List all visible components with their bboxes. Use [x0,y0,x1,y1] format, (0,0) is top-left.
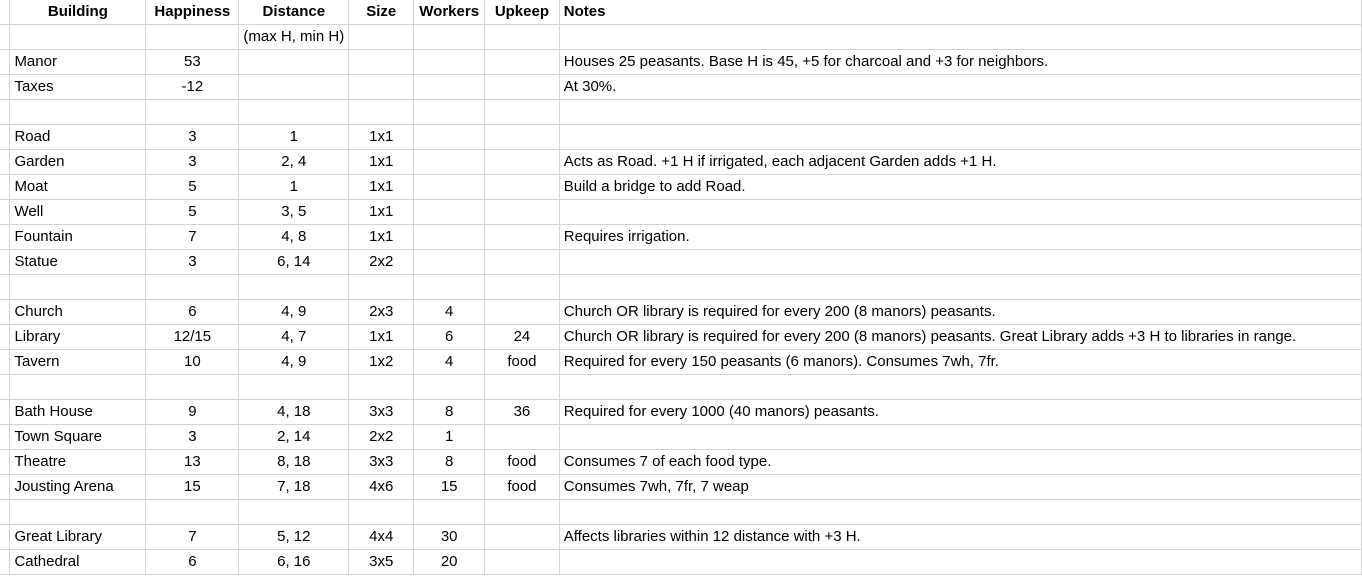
table-row [0,375,1362,400]
cell-workers[interactable] [414,500,485,525]
cell-happiness[interactable]: 6 [146,300,239,325]
row-gutter-cell[interactable] [0,475,10,500]
cell-workers[interactable]: 20 [414,550,485,575]
table-row [0,550,1362,575]
row-gutter-cell[interactable] [0,75,10,100]
cell-size[interactable]: 3x3 [349,450,414,475]
cell-building[interactable]: Bath House [10,400,146,425]
cell-upkeep[interactable] [485,500,560,525]
cell-notes[interactable] [559,275,1361,300]
cell-building[interactable] [10,275,146,300]
cell-distance[interactable]: 4, 7 [239,325,349,350]
cell-distance[interactable]: 6, 16 [239,550,349,575]
row-gutter-cell[interactable] [0,150,10,175]
cell-workers[interactable] [414,375,485,400]
cell-happiness[interactable]: 7 [146,225,239,250]
cell-notes[interactable]: Church OR library is required for every 200 (8 manors) peasants. Great Library adds +3 H to libraries in range. [559,325,1361,350]
cell-upkeep[interactable] [485,375,560,400]
row-gutter-cell[interactable] [0,125,10,150]
row-gutter-cell[interactable] [0,225,10,250]
cell-distance[interactable] [239,275,349,300]
cell-building[interactable]: Jousting Arena [10,475,146,500]
cell-size[interactable]: 1x1 [349,150,414,175]
table-row [0,500,1362,525]
cell-workers[interactable]: 6 [414,325,485,350]
cell-building[interactable]: Taxes [10,75,146,100]
header-size[interactable]: Size [349,0,414,25]
cell-building[interactable]: Tavern [10,350,146,375]
row-gutter-cell[interactable] [0,550,10,575]
cell-upkeep[interactable] [485,225,560,250]
cell-notes[interactable] [559,500,1361,525]
cell-workers[interactable] [414,125,485,150]
cell-distance[interactable] [239,75,349,100]
table-row [0,275,1362,300]
cell-happiness[interactable]: 6 [146,550,239,575]
cell-happiness[interactable]: 3 [146,425,239,450]
table-row [0,150,1362,175]
cell-distance[interactable]: 4, 9 [239,300,349,325]
row-gutter-cell[interactable] [0,100,10,125]
table-row [0,50,1362,75]
cell-workers[interactable] [414,175,485,200]
cell-workers[interactable] [414,50,485,75]
cell-distance[interactable]: 4, 8 [239,225,349,250]
table-row [0,200,1362,225]
cell-building[interactable]: Fountain [10,225,146,250]
cell-size[interactable]: 4x4 [349,525,414,550]
table-row [0,100,1362,125]
cell-happiness[interactable] [146,375,239,400]
cell-building[interactable]: Library [10,325,146,350]
cell-building[interactable]: Moat [10,175,146,200]
row-gutter-cell[interactable] [0,500,10,525]
table-row [0,225,1362,250]
empty-cell[interactable] [485,25,560,50]
cell-upkeep[interactable]: 24 [485,325,560,350]
cell-upkeep[interactable]: 36 [485,400,560,425]
cell-workers[interactable]: 8 [414,400,485,425]
row-gutter-cell[interactable] [0,200,10,225]
cell-distance[interactable]: 7, 18 [239,475,349,500]
cell-size[interactable] [349,275,414,300]
cell-workers[interactable] [414,100,485,125]
cell-notes[interactable] [559,375,1361,400]
cell-notes[interactable]: Build a bridge to add Road. [559,175,1361,200]
cell-distance[interactable]: 8, 18 [239,450,349,475]
cell-upkeep[interactable] [485,200,560,225]
row-gutter-cell[interactable] [0,325,10,350]
cell-building[interactable] [10,375,146,400]
cell-upkeep[interactable] [485,125,560,150]
cell-happiness[interactable]: 5 [146,200,239,225]
cell-distance[interactable] [239,375,349,400]
cell-workers[interactable] [414,275,485,300]
cell-upkeep[interactable]: food [485,450,560,475]
cell-notes[interactable] [559,200,1361,225]
cell-building[interactable] [10,500,146,525]
empty-cell[interactable] [10,25,146,50]
cell-distance[interactable]: 4, 18 [239,400,349,425]
cell-happiness[interactable]: -12 [146,75,239,100]
row-gutter-cell[interactable] [0,0,10,25]
cell-upkeep[interactable] [485,100,560,125]
empty-cell[interactable] [349,25,414,50]
cell-size[interactable]: 1x2 [349,350,414,375]
row-gutter-cell[interactable] [0,525,10,550]
cell-building[interactable]: Manor [10,50,146,75]
cell-happiness[interactable]: 53 [146,50,239,75]
cell-upkeep[interactable]: food [485,350,560,375]
cell-upkeep[interactable] [485,275,560,300]
cell-distance[interactable]: 3, 5 [239,200,349,225]
cell-happiness[interactable] [146,100,239,125]
cell-size[interactable]: 3x5 [349,550,414,575]
table-row [0,350,1362,375]
cell-notes[interactable]: Church OR library is required for every 200 (8 manors) peasants. [559,300,1361,325]
cell-building[interactable]: Town Square [10,425,146,450]
table-row [0,525,1362,550]
cell-notes[interactable]: Requires irrigation. [559,225,1361,250]
cell-size[interactable]: 2x3 [349,300,414,325]
empty-cell[interactable] [559,25,1361,50]
cell-workers[interactable]: 15 [414,475,485,500]
cell-building[interactable] [10,100,146,125]
cell-distance[interactable]: 2, 4 [239,150,349,175]
cell-workers[interactable]: 4 [414,350,485,375]
cell-happiness[interactable]: 10 [146,350,239,375]
table-row [0,325,1362,350]
cell-notes[interactable] [559,250,1361,275]
row-gutter-cell[interactable] [0,300,10,325]
cell-upkeep[interactable] [485,425,560,450]
cell-notes[interactable]: Required for every 150 peasants (6 manors). Consumes 7wh, 7fr. [559,350,1361,375]
subheader-row [0,25,1362,50]
cell-notes[interactable] [559,125,1361,150]
cell-upkeep[interactable] [485,75,560,100]
cell-distance[interactable] [239,100,349,125]
cell-happiness[interactable] [146,275,239,300]
cell-distance[interactable]: 5, 12 [239,525,349,550]
cell-building[interactable]: Theatre [10,450,146,475]
cell-upkeep[interactable]: food [485,475,560,500]
cell-size[interactable]: 4x6 [349,475,414,500]
cell-size[interactable]: 1x1 [349,125,414,150]
cell-distance[interactable] [239,50,349,75]
cell-building[interactable]: Cathedral [10,550,146,575]
cell-size[interactable] [349,75,414,100]
cell-upkeep[interactable] [485,300,560,325]
subheader-distance[interactable]: (max H, min H) [239,25,349,50]
cell-happiness[interactable]: 3 [146,125,239,150]
cell-size[interactable] [349,375,414,400]
cell-workers[interactable]: 4 [414,300,485,325]
cell-happiness[interactable]: 3 [146,250,239,275]
cell-distance[interactable]: 1 [239,175,349,200]
header-distance[interactable]: Distance [239,0,349,25]
row-gutter-cell[interactable] [0,375,10,400]
row-gutter-cell[interactable] [0,250,10,275]
cell-size[interactable]: 2x2 [349,425,414,450]
cell-happiness[interactable]: 7 [146,525,239,550]
empty-cell[interactable] [414,25,485,50]
cell-notes[interactable]: Consumes 7 of each food type. [559,450,1361,475]
cell-notes[interactable] [559,550,1361,575]
cell-happiness[interactable]: 9 [146,400,239,425]
header-upkeep[interactable]: Upkeep [485,0,560,25]
cell-workers[interactable] [414,250,485,275]
cell-distance[interactable]: 1 [239,125,349,150]
table-row [0,175,1362,200]
cell-happiness[interactable] [146,500,239,525]
cell-upkeep[interactable] [485,550,560,575]
cell-size[interactable]: 1x1 [349,225,414,250]
cell-workers[interactable] [414,200,485,225]
empty-cell[interactable] [146,25,239,50]
cell-happiness[interactable]: 15 [146,475,239,500]
row-gutter-cell[interactable] [0,350,10,375]
cell-size[interactable] [349,100,414,125]
row-gutter-cell[interactable] [0,425,10,450]
cell-distance[interactable]: 2, 14 [239,425,349,450]
cell-building[interactable]: Garden [10,150,146,175]
cell-notes[interactable] [559,100,1361,125]
cell-workers[interactable]: 8 [414,450,485,475]
cell-size[interactable]: 1x1 [349,325,414,350]
cell-distance[interactable]: 4, 9 [239,350,349,375]
cell-happiness[interactable]: 3 [146,150,239,175]
cell-building[interactable]: Great Library [10,525,146,550]
cell-workers[interactable] [414,150,485,175]
cell-size[interactable]: 3x3 [349,400,414,425]
cell-notes[interactable]: At 30%. [559,75,1361,100]
row-gutter-cell[interactable] [0,25,10,50]
header-notes[interactable]: Notes [559,0,1361,25]
cell-distance[interactable] [239,500,349,525]
cell-upkeep[interactable] [485,175,560,200]
header-workers[interactable]: Workers [414,0,485,25]
row-gutter-cell[interactable] [0,275,10,300]
header-row [0,0,1362,25]
cell-building[interactable]: Well [10,200,146,225]
cell-upkeep[interactable] [485,250,560,275]
cell-notes[interactable]: Houses 25 peasants. Base H is 45, +5 for charcoal and +3 for neighbors. [559,50,1361,75]
cell-distance[interactable]: 6, 14 [239,250,349,275]
table-row [0,250,1362,275]
cell-notes[interactable]: Acts as Road. +1 H if irrigated, each adjacent Garden adds +1 H. [559,150,1361,175]
table-row [0,125,1362,150]
cell-size[interactable] [349,50,414,75]
cell-workers[interactable] [414,225,485,250]
table-row [0,450,1362,475]
cell-happiness[interactable]: 5 [146,175,239,200]
cell-happiness[interactable]: 12/15 [146,325,239,350]
cell-notes[interactable]: Consumes 7wh, 7fr, 7 weap [559,475,1361,500]
cell-happiness[interactable]: 13 [146,450,239,475]
row-gutter-cell[interactable] [0,175,10,200]
cell-notes[interactable] [559,425,1361,450]
table-row [0,475,1362,500]
cell-workers[interactable]: 1 [414,425,485,450]
cell-building[interactable]: Church [10,300,146,325]
cell-workers[interactable] [414,75,485,100]
cell-notes[interactable]: Affects libraries within 12 distance with +3 H. [559,525,1361,550]
cell-building[interactable]: Statue [10,250,146,275]
table-row [0,400,1362,425]
cell-workers[interactable]: 30 [414,525,485,550]
table-row [0,300,1362,325]
cell-size[interactable] [349,500,414,525]
table-row [0,75,1362,100]
header-happiness[interactable]: Happiness [146,0,239,25]
cell-notes[interactable]: Required for every 1000 (40 manors) peasants. [559,400,1361,425]
cell-upkeep[interactable] [485,50,560,75]
cell-upkeep[interactable] [485,525,560,550]
cell-upkeep[interactable] [485,150,560,175]
header-building[interactable]: Building [10,0,146,25]
cell-size[interactable]: 1x1 [349,200,414,225]
row-gutter-cell[interactable] [0,50,10,75]
cell-size[interactable]: 1x1 [349,175,414,200]
cell-size[interactable]: 2x2 [349,250,414,275]
row-gutter-cell[interactable] [0,450,10,475]
table-row [0,425,1362,450]
cell-building[interactable]: Road [10,125,146,150]
row-gutter-cell[interactable] [0,400,10,425]
